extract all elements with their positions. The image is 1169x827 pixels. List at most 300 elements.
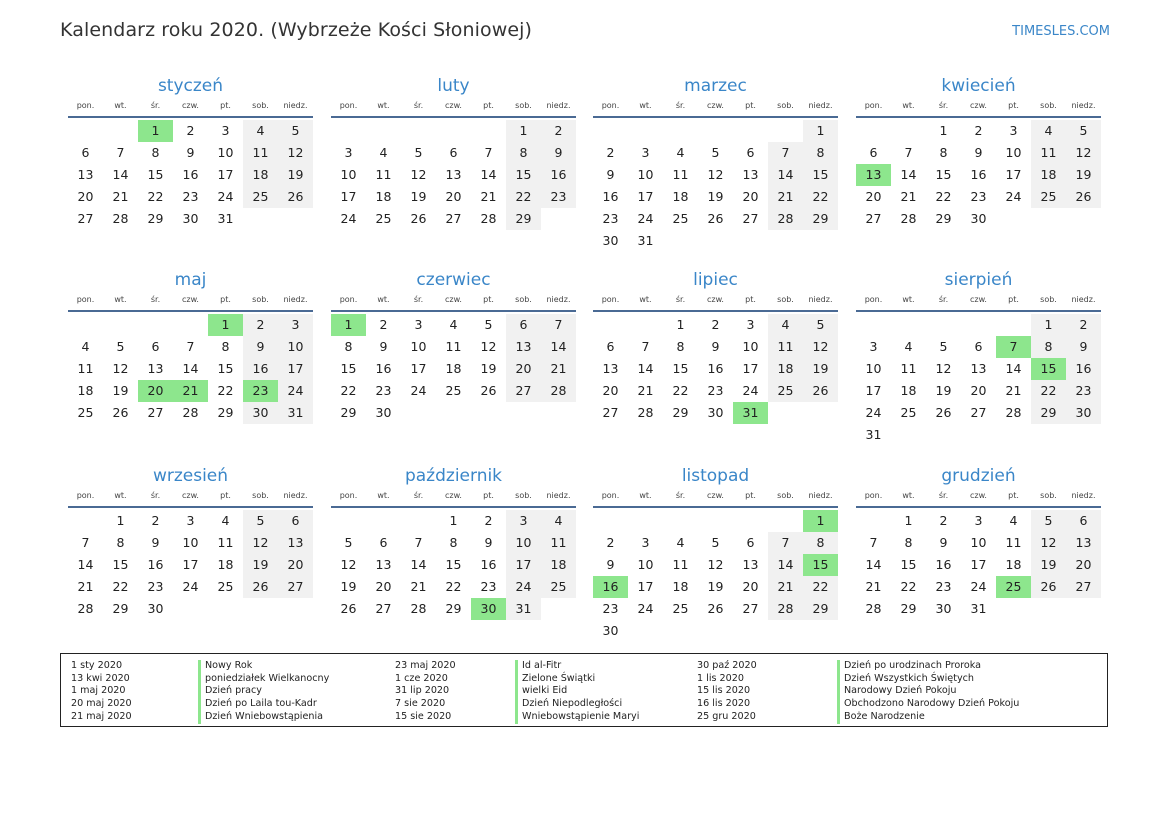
holiday-day-cell: 1 bbox=[208, 314, 243, 336]
day-cell: 16 bbox=[602, 189, 619, 204]
weekday-header: sob. bbox=[515, 491, 532, 500]
day-cell: 23 bbox=[182, 189, 199, 204]
weekday-header: niedz. bbox=[808, 101, 833, 110]
day-cell: 22 bbox=[900, 579, 917, 594]
weekday-header: niedz. bbox=[1071, 101, 1096, 110]
holiday-day-cell: 15 bbox=[803, 554, 838, 576]
day-cell: 10 bbox=[182, 535, 199, 550]
month-name: październik bbox=[404, 466, 503, 486]
weekday-header: sob. bbox=[252, 101, 269, 110]
day-cell: 10 bbox=[217, 145, 234, 160]
day-cell: 12 bbox=[1066, 142, 1101, 164]
day-cell: 29 bbox=[803, 598, 838, 620]
weekday-header: śr. bbox=[938, 101, 949, 110]
weekday-header: sob. bbox=[777, 295, 794, 304]
weekday-header: pon. bbox=[339, 295, 358, 304]
day-cell: 11 bbox=[541, 532, 576, 554]
day-cell: 18 bbox=[768, 358, 803, 380]
holiday-day-cell: 13 bbox=[856, 164, 891, 186]
day-cell: 4 bbox=[81, 339, 90, 354]
day-cell: 9 bbox=[243, 336, 278, 358]
day-cell: 8 bbox=[803, 532, 838, 554]
legend-holiday-name: Dzień pracy bbox=[205, 685, 262, 697]
day-cell: 5 bbox=[1031, 510, 1066, 532]
day-cell: 19 bbox=[803, 358, 838, 380]
holiday-legend bbox=[60, 653, 1108, 727]
day-cell: 28 bbox=[1005, 405, 1022, 420]
day-cell: 31 bbox=[970, 601, 987, 616]
day-cell: 5 bbox=[803, 314, 838, 336]
day-cell: 25 bbox=[375, 211, 392, 226]
day-cell: 26 bbox=[340, 601, 357, 616]
day-cell: 22 bbox=[147, 189, 164, 204]
day-cell: 26 bbox=[278, 186, 313, 208]
day-cell: 21 bbox=[768, 186, 803, 208]
day-cell: 30 bbox=[1066, 402, 1101, 424]
day-cell: 25 bbox=[77, 405, 94, 420]
day-cell: 15 bbox=[112, 557, 129, 572]
day-cell: 2 bbox=[484, 513, 493, 528]
month-name: styczeń bbox=[157, 76, 224, 96]
day-cell: 25 bbox=[672, 601, 689, 616]
day-cell: 2 bbox=[711, 317, 720, 332]
holiday-day-cell: 30 bbox=[471, 598, 506, 620]
day-cell: 8 bbox=[449, 535, 458, 550]
weekday-header: pt. bbox=[745, 101, 756, 110]
holiday-day-cell: 23 bbox=[243, 380, 278, 402]
legend-date: 1 sty 2020 bbox=[71, 660, 123, 671]
day-cell: 18 bbox=[900, 383, 917, 398]
day-cell: 5 bbox=[484, 317, 493, 332]
legend-date: 1 maj 2020 bbox=[71, 685, 126, 697]
weekday-header: pt. bbox=[1008, 101, 1019, 110]
weekday-header: wt. bbox=[639, 491, 652, 500]
day-cell: 23 bbox=[541, 186, 576, 208]
day-cell: 1 bbox=[904, 513, 913, 528]
legend-date: 23 maj 2020 bbox=[395, 660, 456, 671]
day-cell: 21 bbox=[541, 358, 576, 380]
day-cell: 14 bbox=[77, 557, 94, 572]
weekday-header: sob. bbox=[252, 295, 269, 304]
day-cell: 9 bbox=[939, 535, 948, 550]
day-cell: 12 bbox=[935, 361, 952, 376]
day-cell: 5 bbox=[1066, 120, 1101, 142]
day-cell: 14 bbox=[410, 557, 427, 572]
day-cell: 12 bbox=[803, 336, 838, 358]
day-cell: 17 bbox=[278, 358, 313, 380]
day-cell: 3 bbox=[506, 510, 541, 532]
weekday-header: niedz. bbox=[546, 295, 571, 304]
day-cell: 29 bbox=[1031, 402, 1066, 424]
day-cell: 16 bbox=[147, 557, 164, 572]
weekday-header: śr. bbox=[150, 491, 161, 500]
day-cell: 24 bbox=[637, 211, 654, 226]
weekday-header: wt. bbox=[114, 295, 127, 304]
legend-names-col-3 bbox=[844, 660, 1019, 723]
day-cell: 8 bbox=[221, 339, 230, 354]
day-cell: 4 bbox=[379, 145, 388, 160]
day-cell: 28 bbox=[865, 601, 882, 616]
day-cell: 3 bbox=[746, 317, 755, 332]
day-cell: 20 bbox=[445, 189, 462, 204]
day-cell: 31 bbox=[278, 402, 313, 424]
weekday-header: pt. bbox=[483, 491, 494, 500]
legend-date: 31 lip 2020 bbox=[395, 685, 450, 697]
day-cell: 8 bbox=[904, 535, 913, 550]
weekday-header: niedz. bbox=[808, 491, 833, 500]
day-cell: 19 bbox=[1066, 164, 1101, 186]
legend-holiday-name: Dzień Wniebowstąpienia bbox=[205, 710, 323, 722]
month-header-rule bbox=[856, 310, 1101, 312]
day-cell: 18 bbox=[375, 189, 392, 204]
day-cell: 15 bbox=[900, 557, 917, 572]
weekday-header: sob. bbox=[252, 491, 269, 500]
legend-holiday-name: Zielone Świątki bbox=[522, 672, 596, 684]
legend-date: 7 sie 2020 bbox=[395, 698, 446, 710]
day-cell: 14 bbox=[768, 554, 803, 576]
day-cell: 20 bbox=[602, 383, 619, 398]
day-cell: 29 bbox=[935, 211, 952, 226]
day-cell: 8 bbox=[803, 142, 838, 164]
month-header-rule bbox=[68, 506, 313, 508]
day-cell: 26 bbox=[707, 601, 724, 616]
month-name: kwiecień bbox=[941, 76, 1016, 96]
weekday-header: sob. bbox=[1040, 491, 1057, 500]
day-cell: 25 bbox=[445, 383, 462, 398]
month-header-rule bbox=[331, 506, 576, 508]
page-title: Kalendarz roku 2020. (Wybrzeże Kości Słoniowej) bbox=[60, 19, 533, 41]
day-cell: 2 bbox=[606, 535, 615, 550]
day-cell: 19 bbox=[278, 164, 313, 186]
weekday-header: pon. bbox=[864, 491, 883, 500]
day-cell: 23 bbox=[1066, 380, 1101, 402]
weekday-header: czw. bbox=[445, 491, 462, 500]
day-cell: 21 bbox=[637, 383, 654, 398]
day-cell: 10 bbox=[410, 339, 427, 354]
day-cell: 24 bbox=[637, 601, 654, 616]
legend-holiday-name: Dzień po urodzinach Proroka bbox=[844, 660, 982, 671]
day-cell: 26 bbox=[935, 405, 952, 420]
day-cell: 26 bbox=[480, 383, 497, 398]
day-cell: 10 bbox=[865, 361, 882, 376]
day-cell: 5 bbox=[278, 120, 313, 142]
day-cell: 14 bbox=[480, 167, 497, 182]
day-cell: 24 bbox=[182, 579, 199, 594]
day-cell: 6 bbox=[974, 339, 983, 354]
month-header-rule bbox=[856, 506, 1101, 508]
day-cell: 3 bbox=[186, 513, 195, 528]
day-cell: 24 bbox=[278, 380, 313, 402]
day-cell: 24 bbox=[217, 189, 234, 204]
day-cell: 8 bbox=[1031, 336, 1066, 358]
weekday-header: pon. bbox=[339, 491, 358, 500]
day-cell: 8 bbox=[344, 339, 353, 354]
day-cell: 16 bbox=[375, 361, 392, 376]
legend-names-col-1 bbox=[205, 660, 329, 723]
day-cell: 21 bbox=[480, 189, 497, 204]
month-header-rule bbox=[593, 116, 838, 118]
day-cell: 1 bbox=[1031, 314, 1066, 336]
day-cell: 17 bbox=[865, 383, 882, 398]
month-name: grudzień bbox=[941, 466, 1016, 486]
weekday-header: pon. bbox=[601, 491, 620, 500]
day-cell: 27 bbox=[506, 380, 541, 402]
weekday-header: niedz. bbox=[283, 295, 308, 304]
day-cell: 7 bbox=[869, 535, 878, 550]
day-cell: 26 bbox=[803, 380, 838, 402]
weekday-header: niedz. bbox=[808, 295, 833, 304]
day-cell: 29 bbox=[217, 405, 234, 420]
day-cell: 6 bbox=[746, 145, 755, 160]
day-cell: 3 bbox=[869, 339, 878, 354]
day-cell: 14 bbox=[1005, 361, 1022, 376]
day-cell: 28 bbox=[637, 405, 654, 420]
day-cell: 24 bbox=[506, 576, 541, 598]
weekday-header: śr. bbox=[675, 295, 686, 304]
day-cell: 12 bbox=[243, 532, 278, 554]
month-header-rule bbox=[68, 116, 313, 118]
weekday-header: niedz. bbox=[1071, 295, 1096, 304]
day-cell: 24 bbox=[410, 383, 427, 398]
day-cell: 27 bbox=[865, 211, 882, 226]
day-cell: 20 bbox=[865, 189, 882, 204]
day-cell: 1 bbox=[676, 317, 685, 332]
day-cell: 27 bbox=[602, 405, 619, 420]
month-name: listopad bbox=[681, 466, 750, 486]
day-cell: 18 bbox=[1031, 164, 1066, 186]
day-cell: 13 bbox=[602, 361, 619, 376]
day-cell: 3 bbox=[641, 145, 650, 160]
day-cell: 5 bbox=[344, 535, 353, 550]
day-cell: 21 bbox=[865, 579, 882, 594]
day-cell: 30 bbox=[707, 405, 724, 420]
day-cell: 13 bbox=[970, 361, 987, 376]
day-cell: 19 bbox=[707, 189, 724, 204]
weekday-header: czw. bbox=[970, 491, 987, 500]
day-cell: 16 bbox=[480, 557, 497, 572]
legend-names-col-2 bbox=[522, 660, 639, 723]
weekday-header: pt. bbox=[1008, 491, 1019, 500]
legend-date: 30 paź 2020 bbox=[697, 660, 757, 671]
day-cell: 17 bbox=[742, 361, 759, 376]
day-cell: 12 bbox=[112, 361, 129, 376]
day-cell: 7 bbox=[186, 339, 195, 354]
day-cell: 5 bbox=[116, 339, 125, 354]
legend-dates-col-1 bbox=[71, 660, 132, 723]
day-cell: 23 bbox=[935, 579, 952, 594]
legend-holiday-name: Dzień Niepodległości bbox=[522, 698, 623, 710]
day-cell: 22 bbox=[445, 579, 462, 594]
weekday-header: niedz. bbox=[283, 491, 308, 500]
day-cell: 25 bbox=[243, 186, 278, 208]
legend-date: 15 lis 2020 bbox=[697, 685, 751, 697]
day-cell: 26 bbox=[243, 576, 278, 598]
weekday-header: śr. bbox=[413, 295, 424, 304]
day-cell: 8 bbox=[116, 535, 125, 550]
legend-holiday-name: Boże Narodzenie bbox=[844, 710, 925, 722]
legend-color-bar bbox=[837, 660, 840, 724]
day-cell: 9 bbox=[606, 167, 615, 182]
day-cell: 21 bbox=[112, 189, 129, 204]
weekday-header: śr. bbox=[150, 295, 161, 304]
day-cell: 1 bbox=[116, 513, 125, 528]
day-cell: 23 bbox=[480, 579, 497, 594]
day-cell: 29 bbox=[803, 208, 838, 230]
day-cell: 19 bbox=[935, 383, 952, 398]
day-cell: 10 bbox=[742, 339, 759, 354]
holiday-day-cell: 16 bbox=[593, 576, 628, 598]
day-cell: 19 bbox=[1031, 554, 1066, 576]
day-cell: 30 bbox=[602, 233, 619, 248]
day-cell: 9 bbox=[974, 145, 983, 160]
day-cell: 27 bbox=[970, 405, 987, 420]
day-cell: 10 bbox=[637, 167, 654, 182]
weekday-header: śr. bbox=[150, 101, 161, 110]
day-cell: 23 bbox=[602, 211, 619, 226]
day-cell: 27 bbox=[1066, 576, 1101, 598]
month-header-rule bbox=[593, 310, 838, 312]
day-cell: 29 bbox=[445, 601, 462, 616]
day-cell: 10 bbox=[970, 535, 987, 550]
legend-color-bar bbox=[515, 660, 518, 724]
day-cell: 11 bbox=[672, 167, 689, 182]
day-cell: 14 bbox=[541, 336, 576, 358]
weekday-header: niedz. bbox=[546, 491, 571, 500]
weekday-header: sob. bbox=[1040, 101, 1057, 110]
day-cell: 30 bbox=[182, 211, 199, 226]
weekday-header: czw. bbox=[182, 101, 199, 110]
weekday-header: wt. bbox=[639, 101, 652, 110]
day-cell: 20 bbox=[742, 579, 759, 594]
legend-holiday-name: Wniebowstąpienie Maryi bbox=[522, 710, 640, 722]
day-cell: 31 bbox=[637, 233, 654, 248]
day-cell: 5 bbox=[939, 339, 948, 354]
day-cell: 6 bbox=[278, 510, 313, 532]
weekday-header: pt. bbox=[483, 295, 494, 304]
day-cell: 16 bbox=[1066, 358, 1101, 380]
weekday-header: pt. bbox=[220, 295, 231, 304]
weekday-header: pt. bbox=[1008, 295, 1019, 304]
month-name: czerwiec bbox=[416, 270, 491, 290]
day-cell: 17 bbox=[637, 189, 654, 204]
month-name: wrzesień bbox=[152, 466, 229, 486]
day-cell: 15 bbox=[803, 164, 838, 186]
day-cell: 3 bbox=[974, 513, 983, 528]
day-cell: 18 bbox=[445, 361, 462, 376]
weekday-header: pon. bbox=[76, 295, 95, 304]
day-cell: 6 bbox=[746, 535, 755, 550]
day-cell: 1 bbox=[506, 120, 541, 142]
day-cell: 22 bbox=[1031, 380, 1066, 402]
day-cell: 26 bbox=[707, 211, 724, 226]
day-cell: 20 bbox=[278, 554, 313, 576]
day-cell: 21 bbox=[768, 576, 803, 598]
day-cell: 12 bbox=[410, 167, 427, 182]
day-cell: 18 bbox=[672, 579, 689, 594]
day-cell: 4 bbox=[221, 513, 230, 528]
day-cell: 7 bbox=[116, 145, 125, 160]
month-header-rule bbox=[856, 116, 1101, 118]
day-cell: 11 bbox=[1031, 142, 1066, 164]
day-cell: 29 bbox=[340, 405, 357, 420]
weekday-header: wt. bbox=[377, 295, 390, 304]
day-cell: 17 bbox=[217, 167, 234, 182]
day-cell: 27 bbox=[742, 211, 759, 226]
day-cell: 12 bbox=[1031, 532, 1066, 554]
day-cell: 20 bbox=[1066, 554, 1101, 576]
weekday-header: niedz. bbox=[546, 101, 571, 110]
day-cell: 27 bbox=[147, 405, 164, 420]
day-cell: 29 bbox=[506, 208, 541, 230]
day-cell: 28 bbox=[410, 601, 427, 616]
day-cell: 7 bbox=[541, 314, 576, 336]
weekday-header: pt. bbox=[745, 491, 756, 500]
weekday-header: pt. bbox=[220, 491, 231, 500]
day-cell: 29 bbox=[112, 601, 129, 616]
day-cell: 2 bbox=[379, 317, 388, 332]
month-name: luty bbox=[437, 76, 470, 96]
day-cell: 31 bbox=[217, 211, 234, 226]
legend-date: 1 lis 2020 bbox=[697, 672, 744, 684]
site-link[interactable]: TIMESLES.COM bbox=[1012, 24, 1110, 39]
weekday-header: wt. bbox=[114, 101, 127, 110]
day-cell: 5 bbox=[711, 535, 720, 550]
day-cell: 4 bbox=[768, 314, 803, 336]
month-name: lipiec bbox=[693, 270, 738, 290]
month-header-rule bbox=[593, 506, 838, 508]
weekday-header: czw. bbox=[182, 295, 199, 304]
day-cell: 8 bbox=[939, 145, 948, 160]
day-cell: 15 bbox=[935, 167, 952, 182]
weekday-header: czw. bbox=[970, 101, 987, 110]
month-header-rule bbox=[331, 310, 576, 312]
day-cell: 5 bbox=[243, 510, 278, 532]
day-cell: 4 bbox=[243, 120, 278, 142]
day-cell: 7 bbox=[904, 145, 913, 160]
day-cell: 11 bbox=[1005, 535, 1022, 550]
day-cell: 8 bbox=[506, 142, 541, 164]
day-cell: 23 bbox=[602, 601, 619, 616]
legend-holiday-name: Obchodzono Narodowy Dzień Pokoju bbox=[844, 698, 1020, 710]
day-cell: 17 bbox=[182, 557, 199, 572]
legend-holiday-name: Nowy Rok bbox=[205, 660, 253, 671]
day-cell: 18 bbox=[243, 164, 278, 186]
day-cell: 25 bbox=[900, 405, 917, 420]
day-cell: 15 bbox=[340, 361, 357, 376]
weekday-header: pon. bbox=[864, 101, 883, 110]
weekday-header: sob. bbox=[777, 491, 794, 500]
day-cell: 9 bbox=[186, 145, 195, 160]
legend-date: 25 gru 2020 bbox=[697, 710, 756, 722]
weekday-header: śr. bbox=[938, 295, 949, 304]
day-cell: 2 bbox=[1066, 314, 1101, 336]
legend-dates-col-2 bbox=[395, 660, 456, 723]
holiday-day-cell: 31 bbox=[733, 402, 768, 424]
day-cell: 18 bbox=[77, 383, 94, 398]
day-cell: 11 bbox=[445, 339, 462, 354]
weekday-header: pon. bbox=[864, 295, 883, 304]
holiday-day-cell: 25 bbox=[996, 576, 1031, 598]
day-cell: 17 bbox=[410, 361, 427, 376]
day-cell: 28 bbox=[768, 598, 803, 620]
day-cell: 27 bbox=[445, 211, 462, 226]
day-cell: 25 bbox=[1031, 186, 1066, 208]
weekday-header: pon. bbox=[76, 491, 95, 500]
day-cell: 3 bbox=[641, 535, 650, 550]
weekday-header: czw. bbox=[445, 101, 462, 110]
day-cell: 11 bbox=[217, 535, 234, 550]
day-cell: 20 bbox=[375, 579, 392, 594]
